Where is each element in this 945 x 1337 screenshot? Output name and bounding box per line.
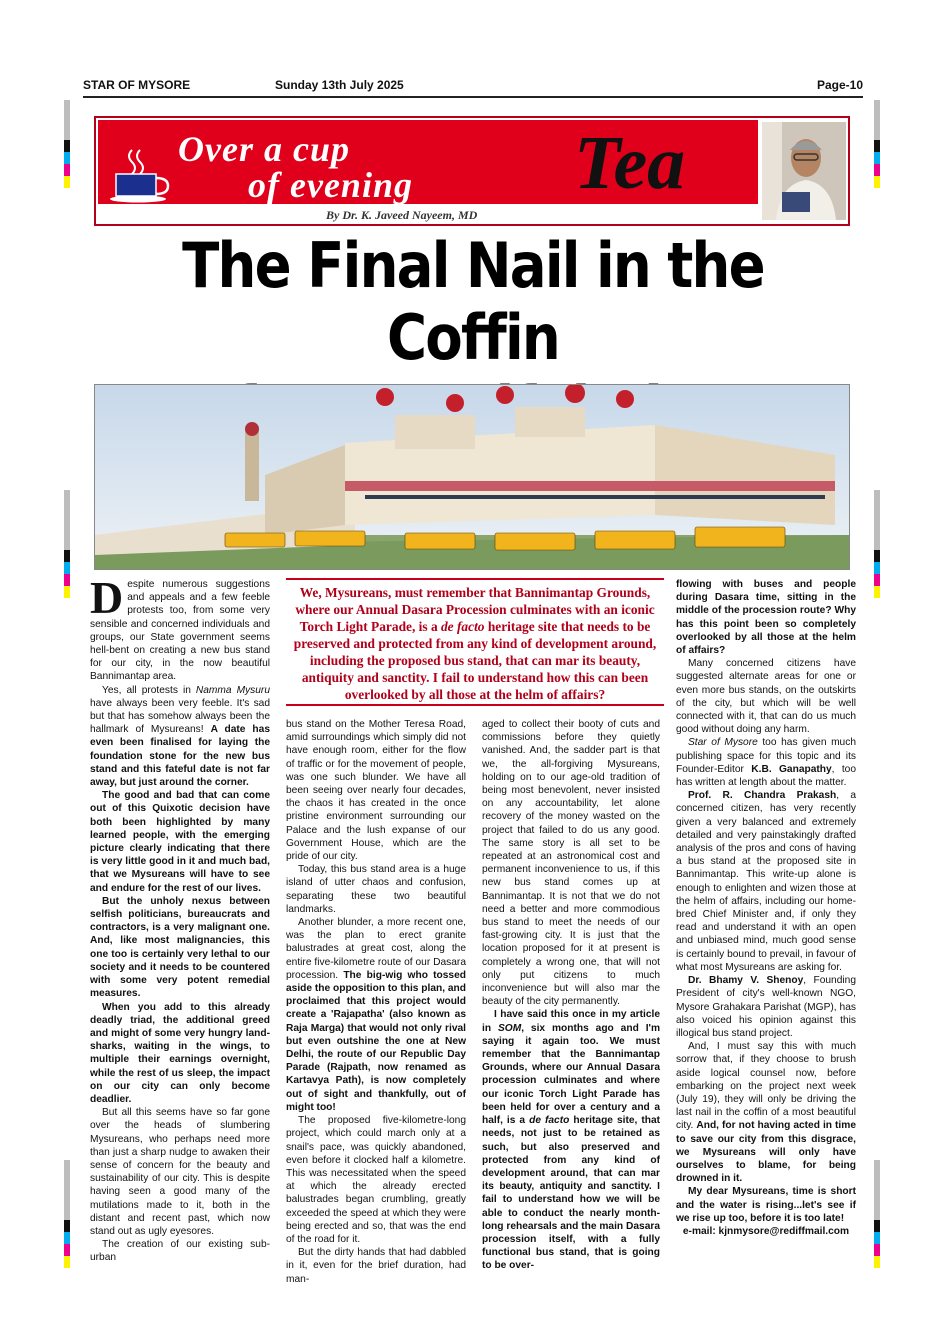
registration-marks-left-bottom	[64, 1160, 70, 1268]
paragraph-text: have always been very feeble. It's sad but that has somehow always been the hallmark of Mysureans!	[90, 697, 270, 736]
paragraph	[676, 1040, 856, 1185]
paragraph-bold: I have said this once in my article in SOM, six months ago and I'm saying it again too. We must remember that the Bannimantap Grounds, where our Annual Dasara procession culminates and where our iconic Torch Light Parade has been held for over a century and a half, is a de facto heritage site, that needs, not just to be retained as such, but also preserved and protected from any kind of development around, that can mar its beauty, antiquity and sanctity. I fail to understand how we will be able to conduct the nearly month-long rehearsals and the main Dasara procession itself, with a fully functional bus stand, that is going to be over-	[482, 1009, 661, 1272]
page-number: Page-10	[816, 78, 863, 92]
registration-marks-right-bottom	[874, 1160, 880, 1268]
article-column-3	[482, 718, 660, 1273]
paragraph-bold: And, for not having acted in time to save our city from this disgrace, we Mysureans will only have ourselves to blame, for being drowned in it.	[676, 1120, 856, 1185]
author-email[interactable]: e-mail: kjnmysore@rediffmail.com	[682, 1225, 850, 1237]
paragraph: bus stand on the Mother Teresa Road, amid surroundings which simply did not have enough room, either for the flow of traffic or for the movement of people, was one such blunder. We have all been seeing over nearly four decades, the chaos it has created in the once pristine environment surrounding our Palace and the lush expanse of our Government House, which are the pride of our city.	[286, 719, 466, 863]
paragraph: The creation of our existing sub-urban	[90, 1239, 270, 1264]
paragraph: Today, this bus stand area is a huge island of utter chaos and confusion, separating these two beautiful landmarks.	[286, 864, 466, 915]
paragraph-text: And, I must say this with much sorrow that, if they choose to brush aside logical counsel now, before embarking on the project next week (July 19), they will only be driving the last nail in the coffin of a most beautiful city.	[676, 1041, 856, 1132]
paragraph-text: , Founding President of city's well-known NGO, Mysore Grahakara Parishat (MGP), has also voiced his opinion against this illogical bus stand project.	[676, 975, 856, 1039]
paragraph-bold: But the unholy nexus between selfish politicians, bureaucrats and contractors, is a very malignant one. And, like most malignancies, this one too is certainly very lethal to our society and it needs to be countered with some very potent remedial measures.	[90, 895, 270, 1000]
paragraph-text: Yes, all protests in	[102, 684, 196, 696]
paragraph	[90, 895, 270, 1001]
paragraph-italic: Namma Mysuru	[195, 684, 270, 696]
paragraph	[676, 1185, 856, 1225]
paragraph-text: espite numerous suggestions and appeals and a few feeble protests too, from some very sensible and concerned individuals and groups, our State government seems hell-bent on creating a new bus stand for our city, in the now beautiful Bannimantap area.	[90, 579, 270, 683]
paragraph-bold: Prof. R. Chandra Prakash	[688, 790, 837, 802]
paragraph-text: , too has written at length about the matter.	[676, 763, 857, 789]
paragraph-bold: The big-wig who tossed aside the opposition to this plan, and proclaimed that this project would create a 'Rajapatha' (also known as Raja Marga) that would not only rival but even outshine the one at New Delhi, the route of our Republic Day Parade (Rajpath, now renamed as Kartavya Path), is now completely out of sight and thankfully, out of might too!	[286, 969, 466, 1113]
author-byline: By Dr. K. Javeed Nayeem, MD	[326, 208, 478, 222]
article-column-2	[286, 718, 466, 1286]
paragraph	[90, 572, 270, 684]
paragraph-text: Another blunder, a more recent one, was the plan to erect granite balustrades at great cost, along the entire five-kilometre route of our Dasara procession.	[286, 917, 466, 981]
paragraph	[286, 916, 466, 1114]
pull-quote-italic: de facto	[440, 619, 485, 634]
drop-cap: D	[90, 572, 124, 623]
paragraph-italic: Star of Mysore	[688, 737, 758, 749]
registration-marks-right-mid	[874, 490, 880, 598]
paragraph-bold: When you add to this already deadly triad, the additional greed and might of some very hungry land-sharks, waiting in the wings, to multiple their earnings overnight, while the rest of us sleep, the impact on our city can only become deadlier.	[90, 1001, 270, 1105]
article-column-1	[90, 572, 270, 1265]
paragraph-bold: Dr. Bhamy V. Shenoy	[688, 975, 804, 987]
paragraph	[90, 789, 270, 895]
paragraph	[90, 1001, 270, 1107]
paragraph	[676, 789, 856, 974]
paragraph	[676, 736, 856, 789]
paragraph-bold: A date has even been finalised for laying the foundation stone for the new bus stand and this fateful date is not far away, but just around the corner.	[90, 724, 270, 789]
paragraph: aged to collect their booty of cuts and commissions before they quietly vanished. And, the sadder part is that we, the all-forgiving Mysureans, holding on to our age-old tradition of being most benevolent, never insisted on any accountability, let alone recovery of the money wasted on the project that failed to do us any good. The same story is all set to be repeated at an astronomical cost and permanent inconvenience to us, if this new bus stand comes up at Bannimantap. It is not that we do not need a better and more commodious bus stand to meet the needs of our fast-growing city. It is just that the location proposed for it at present is completely a wrong one, that will not only put citizens to much inconvenience but will also mar the beauty of the city permanently.	[482, 719, 660, 1008]
paragraph-text: too has given much publishing space for this topic and its Founder-Editor	[676, 737, 856, 775]
author-portrait	[762, 122, 846, 220]
registration-marks-right-top	[874, 100, 880, 188]
paragraph: But all this seems have so far gone over the heads of slumbering Mysureans, who perhaps need more than just a sharp nudge to awaken their sense of concern for the beauty and sustainability of our city. This is despite having seen a good many of the mutilations made to it, both in the distant and recent past, which now stand out as ugly eyesores.	[90, 1107, 270, 1237]
banner-red-panel	[98, 120, 758, 204]
registration-marks-left-mid	[64, 490, 70, 598]
article-column-4	[676, 578, 856, 1238]
paragraph	[482, 1008, 660, 1272]
column-banner	[94, 116, 850, 226]
paragraph	[676, 974, 856, 1040]
bus-stand-rendering	[94, 384, 850, 570]
registration-marks-left-top	[64, 100, 70, 188]
pull-quote-text-after: heritage site that needs to be preserved and protected from any kind of development around, including the proposed bus stand, that can mar its beauty, antiquity and sanctity. I fail to understand how this can been overlooked by all those at the helm of affairs?	[293, 619, 657, 702]
paragraph	[676, 578, 856, 657]
paragraph-bold: flowing with buses and people during Dasara time, sitting in the middle of the procession route? Why has this point been so completely overlooked by all those at the helm of affairs?	[676, 579, 856, 657]
headline-line1: The Final Nail in the Coffin	[182, 229, 764, 374]
tea-cup-icon	[110, 148, 182, 204]
paragraph: But the dirty hands that had dabbled in it, even for the brief duration, had man-	[286, 1247, 466, 1285]
issue-date: Sunday 13th July 2025	[275, 78, 404, 92]
page-header	[83, 78, 863, 94]
paragraph: The proposed five-kilometre-long project, which could march only at a snail's pace, was quickly abandoned, even before it clocked half a kilometre. This was necessitated when the speed at which the already erected balustrades began crumbling, greatly exceeded the speed at which they were being erected and so, that was the end of the road for it.	[286, 1115, 466, 1245]
paragraph-bold: My dear Mysureans, time is short and the water is rising...let's see if we rise up too, before it is too late!	[676, 1186, 856, 1224]
banner-title-line1: Over a cup	[178, 129, 350, 169]
pull-quote-text-before: We, Mysureans, must remember that Bannimantap Grounds, where our Annual Dasara Procession culminates with an iconic Torch Light Parade, is a	[295, 585, 655, 634]
paragraph-bold: K.B. Ganapathy	[751, 763, 832, 775]
publication-name: STAR OF MYSORE	[83, 78, 191, 92]
paragraph-text: , a concerned citizen, has very recently given a very balanced and extremely detailed and very painstakingly drafted analysis of the pros and cons of having a bus stand at the proposed site in Bannimantap. This write-up alone is enough to enlighten and wizen those at the helm of affairs, including our home-bred Chief Minister and, if only they read and understand it with an open and unbiased mind, much good sense is certainly bound to prevail, in favour of what most Mysureans are asking for.	[676, 790, 856, 973]
paragraph-bold: The good and bad that can come out of this Quixotic decision have both been highlighted by many learned people, with the emerging picture clearly indicating that there is very little good in it and much bad, that we Mysureans will have to see and endure for the rest of our lives.	[90, 790, 270, 894]
header-rule	[83, 96, 863, 98]
paragraph	[90, 684, 270, 790]
pull-quote	[286, 578, 664, 706]
banner-tea-word: Tea	[574, 121, 686, 205]
paragraph: Many concerned citizens have suggested alternate areas for one or even more bus stands, on the outskirts of the city, but which will be well connected with it, that can do us much good without doing any harm.	[676, 658, 856, 736]
banner-title-line2: of evening	[248, 165, 413, 205]
